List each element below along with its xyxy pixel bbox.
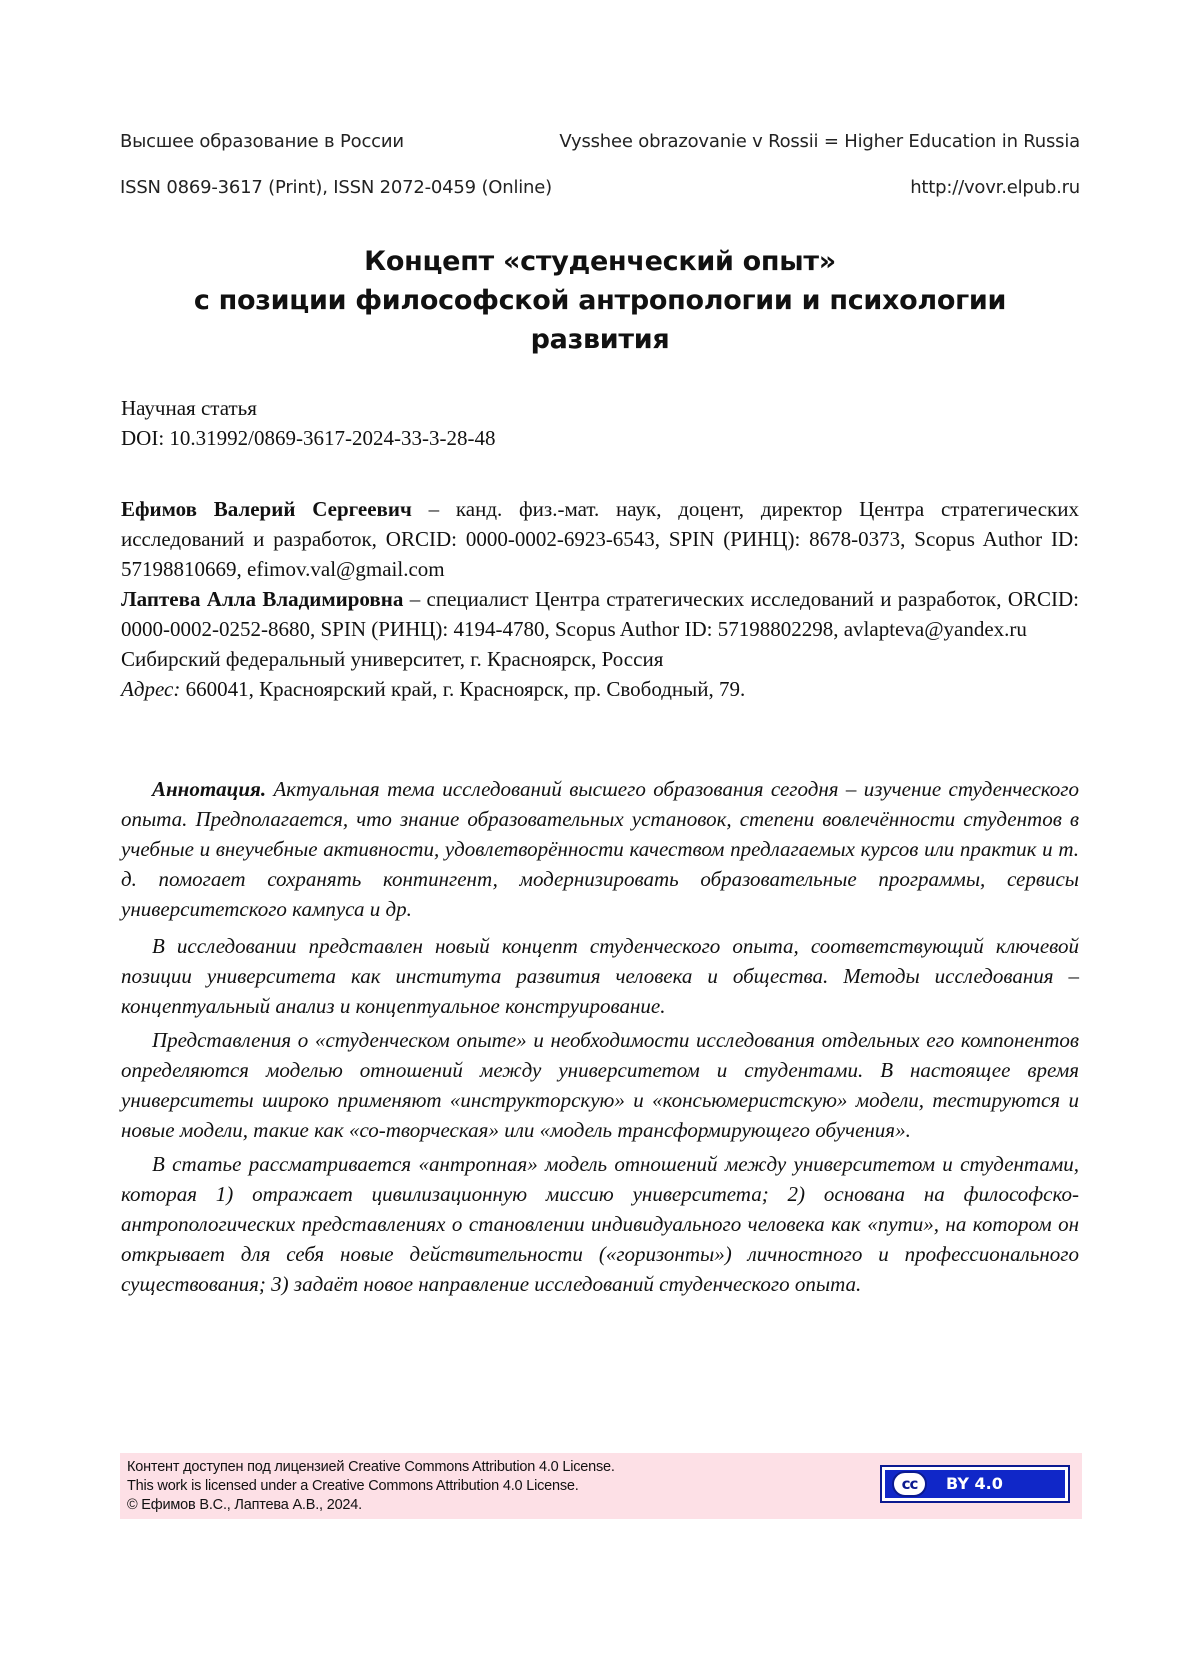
abstract (121, 774, 1079, 1303)
author-entry (121, 494, 1079, 584)
author-info: – канд. физ.-мат. наук, доцент, директор Центра стратегических исследований и разработок, ORCID: 0000-0002-6923-6543, SPIN (РИНЦ): 8678-0373, Scopus Author ID: 57198810669, efimov.val@gmail.com (121, 497, 1079, 581)
article-title (120, 242, 1080, 359)
license-line-en: This work is licensed under a Creative Commons Attribution 4.0 License. (127, 1478, 579, 1494)
abstract-text: Актуальная тема исследований высшего образования сегодня – изучение студенческого опыта. Предполагается, что знание образовательных установок, степени вовлечённости студентов в учебные и внеучебные активности, удовлетворённости качеством предлагаемых курсов или практик и т. д. помогает сохранять контингент, модернизировать образовательные программы, сервисы университетского кампуса и др. (121, 777, 1079, 921)
cc-icon: cc (892, 1471, 927, 1497)
copyright-line: © Ефимов В.С., Лаптева А.В., 2024. (127, 1497, 362, 1513)
abstract-paragraph-3: Представления о «студенческом опыте» и необходимости исследования отдельных его компонентов определяются моделью отношений между университетом и студентами. В настоящее время университеты широко применяют «инструкторскую» и «консьюмеристскую» модели, тестируются и новые модели, такие как «со-творческая» или «модель трансформирующего обучения». (121, 1028, 1079, 1142)
title-line-3: развития (530, 324, 670, 355)
running-header (120, 131, 1080, 152)
abstract-paragraph-1 (121, 774, 1079, 924)
abstract-paragraph-4: В статье рассматривается «антропная» модель отношений между университетом и студентами, которая 1) отражает цивилизационную миссию университета; 2) основана на философско-антропологических представлениях о становлении индивидуального человека как «пути», на котором он открывает для себя новые действительности («горизонты») личностного и профессионального существования; 3) задаёт новое направление исследований студенческого опыта. (121, 1152, 1079, 1296)
author-name: Лаптева Алла Владимировна (121, 587, 404, 611)
author-name: Ефимов Валерий Сергеевич (121, 497, 412, 521)
author-block (121, 494, 1079, 704)
doi[interactable]: DOI: 10.31992/0869-3617-2024-33-3-28-48 (121, 426, 496, 450)
license-box (120, 1453, 1082, 1519)
affiliation: Сибирский федеральный университет, г. Красноярск, Россия (121, 647, 664, 671)
article-meta (121, 393, 1079, 453)
license-line-ru: Контент доступен под лицензией Creative Commons Attribution 4.0 License. (127, 1459, 615, 1475)
journal-name-ru: Высшее образование в России (120, 131, 404, 152)
abstract-paragraph-2: В исследовании представлен новый концепт студенческого опыта, соответствующий ключевой позиции университета как института развития человека и общества. Методы исследования – концептуальный анализ и концептуальное конструирование. (121, 934, 1079, 1018)
author-entry (121, 584, 1079, 644)
title-line-1: Концепт «студенческий опыт» (364, 246, 836, 277)
author-info: – специалист Центра стратегических исследований и разработок, ORCID: 0000-0002-0252-8680, SPIN (РИНЦ): 4194-4780, Scopus Author ID: 57198802298, avlapteva@yandex.ru (121, 587, 1079, 641)
issn-header (120, 177, 1080, 198)
address-label: Адрес: (121, 677, 181, 701)
article-type: Научная статья (121, 396, 257, 420)
issn: ISSN 0869-3617 (Print), ISSN 2072-0459 (Online) (120, 177, 552, 198)
address (121, 674, 1079, 704)
title-line-2: с позиции философской антропологии и психологии (193, 285, 1007, 316)
abstract-label: Аннотация. (152, 777, 267, 801)
cc-badge-label: BY 4.0 (946, 1474, 1003, 1493)
journal-name-en: Vysshee obrazovanie v Rossii = Higher Education in Russia (559, 131, 1080, 152)
cc-license-badge[interactable] (880, 1465, 1070, 1503)
journal-url[interactable]: http://vovr.elpub.ru (910, 177, 1080, 198)
address-value: 660041, Красноярский край, г. Красноярск, пр. Свободный, 79. (180, 677, 746, 701)
license-text (127, 1458, 615, 1515)
